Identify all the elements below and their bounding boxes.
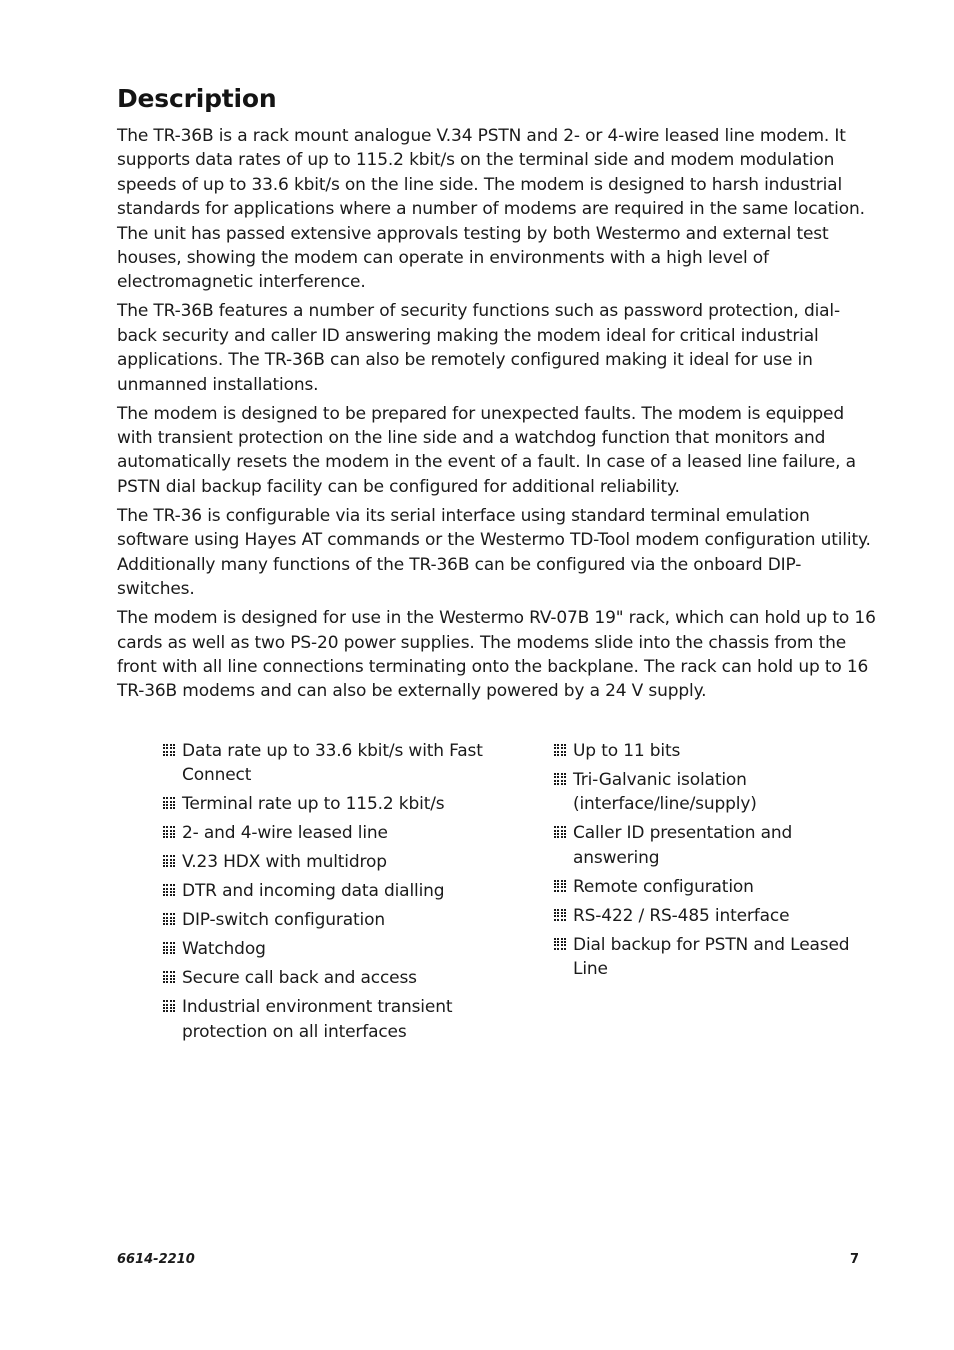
dotted-square-icon — [163, 855, 175, 867]
document-number: 6614-2210 — [117, 1252, 195, 1267]
feature-label: Dial backup for PSTN and Leased Line — [573, 934, 850, 980]
feature-list-right — [554, 739, 874, 986]
dotted-square-icon — [163, 797, 175, 809]
feature-item — [163, 821, 483, 845]
feature-item — [163, 995, 483, 1044]
feature-item — [163, 739, 483, 788]
feature-label: Secure call back and access — [182, 968, 417, 989]
paragraph-security: The TR-36B features a number of security functions such as password protection, dial-back security and caller ID answering making the modem ideal for critical industrial applications. The TR-36B can also be remotely configured making it ideal for use in unmanned installations. — [117, 301, 840, 395]
feature-item — [163, 792, 483, 816]
dotted-square-icon — [163, 744, 175, 756]
feature-label: Remote configuration — [573, 876, 754, 897]
dotted-square-icon — [554, 773, 566, 785]
feature-list-left — [163, 739, 483, 1049]
feature-label: Industrial environment transient protection on all interfaces — [182, 997, 453, 1042]
page-title: Description — [117, 84, 277, 113]
feature-item — [163, 908, 483, 932]
dotted-square-icon — [554, 744, 566, 756]
feature-item — [554, 768, 874, 817]
feature-label: Caller ID presentation and answering — [573, 823, 793, 868]
dotted-square-icon — [163, 971, 175, 983]
feature-label: DIP-switch configuration — [182, 910, 385, 931]
dotted-square-icon — [163, 826, 175, 838]
feature-label: Terminal rate up to 115.2 kbit/s — [182, 794, 445, 815]
feature-label: V.23 HDX with multidrop — [182, 852, 387, 873]
feature-item — [163, 966, 483, 990]
feature-item — [163, 879, 483, 903]
feature-item — [554, 904, 874, 928]
feature-label: RS-422 / RS-485 interface — [573, 905, 790, 926]
dotted-square-icon — [163, 942, 175, 954]
feature-label: Watchdog — [182, 939, 266, 960]
paragraph-overview: The TR-36B is a rack mount analogue V.34 PSTN and 2- or 4-wire leased line modem. It supports data rates of up to 115.2 kbit/s on the terminal side and modem modulation speeds of up to 33.6 kbit/s on the line side. The modem is designed to harsh industrial standards for applications where a number of modems are required in the same location. The unit has passed extensive approvals testing by both Westermo and external test houses, showing the modem can operate in environments with a high level of electromagnetic interference. — [117, 126, 865, 293]
feature-label: 2- and 4-wire leased line — [182, 823, 388, 844]
feature-label: Tri-Galvanic isolation (interface/line/supply) — [573, 770, 757, 815]
feature-label: Up to 11 bits — [573, 741, 681, 761]
feature-item — [554, 933, 874, 982]
dotted-square-icon — [163, 1000, 175, 1012]
dotted-square-icon — [554, 880, 566, 892]
feature-item — [554, 739, 874, 763]
page-number: 7 — [850, 1252, 860, 1267]
dotted-square-icon — [554, 938, 566, 950]
dotted-square-icon — [163, 884, 175, 896]
dotted-square-icon — [554, 826, 566, 838]
paragraph-configuration: The TR-36 is configurable via its serial interface using standard terminal emulation software using Hayes AT commands or the Westermo TD-Tool modem configuration utility. Additionally many functions of the TR-36B can be configured via the onboard DIP-switches. — [117, 505, 871, 600]
feature-label: DTR and incoming data dialling — [182, 881, 445, 902]
feature-item — [554, 875, 874, 899]
feature-item — [554, 821, 874, 870]
dotted-square-icon — [554, 909, 566, 921]
paragraph-fault-protection: The modem is designed to be prepared for unexpected faults. The modem is equipped with transient protection on the line side and a watchdog function that monitors and automatically resets the modem in the event of a fault. In case of a leased line failure, a PSTN dial backup facility can be configured for additional reliability. — [117, 403, 856, 497]
description-body — [117, 124, 877, 708]
feature-item — [163, 850, 483, 874]
paragraph-rack: The modem is designed for use in the Westermo RV-07B 19" rack, which can hold up to 16 cards as well as two PS-20 power supplies. The modems slide into the chassis from the front with all line connections terminating onto the backplane. The rack can hold up to 16 TR-36B modems and can also be externally powered by a 24 V supply. — [117, 608, 876, 702]
feature-item — [163, 937, 483, 961]
feature-label: Data rate up to 33.6 kbit/s with Fast Connect — [182, 741, 483, 786]
dotted-square-icon — [163, 913, 175, 925]
